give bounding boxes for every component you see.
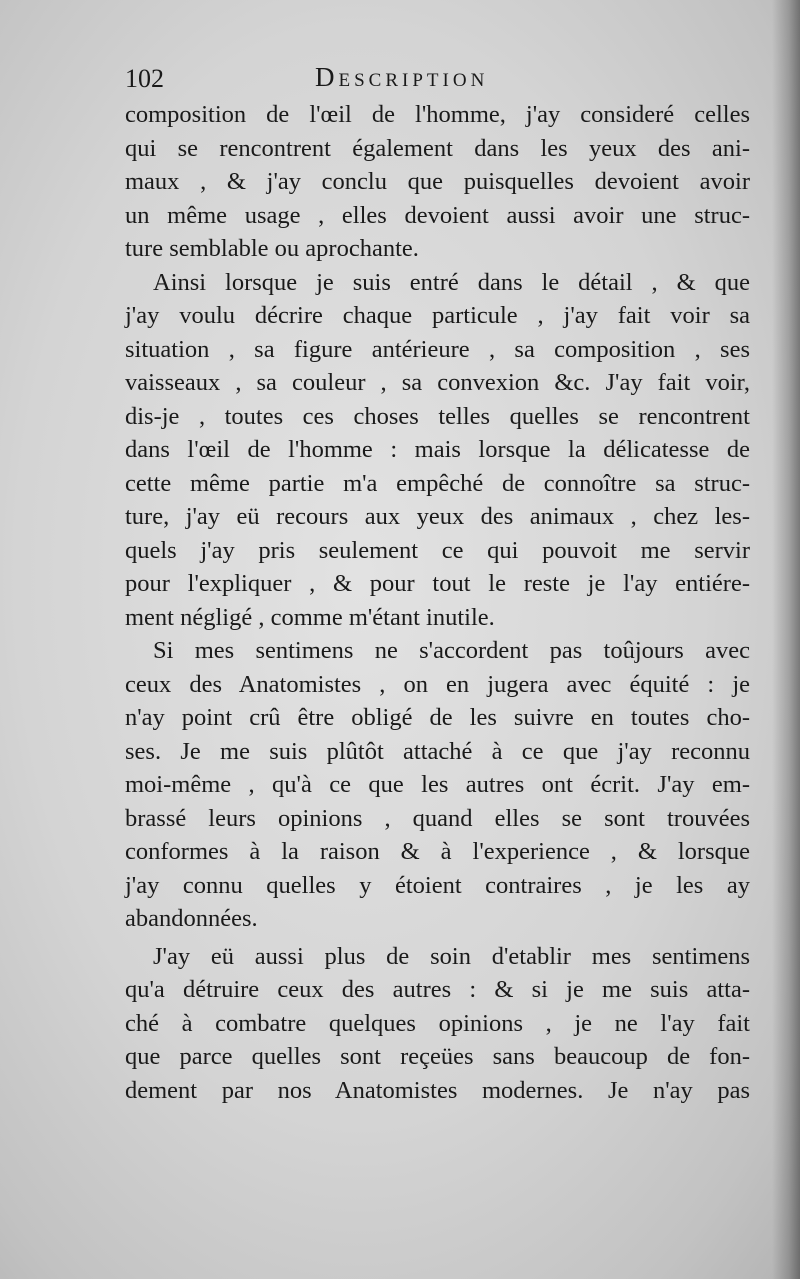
text-line: ché à combatre quelques opinions , je ne l'ay fait (125, 1009, 750, 1037)
text-line: ses. Je me suis plûtôt attaché à ce que j'ay reconnu (125, 737, 750, 765)
text-line: pour l'expliquer , & pour tout le reste je l'ay entiére- (125, 570, 750, 597)
text-line: que parce quelles sont reçeües sans beaucoup de fon- (125, 1043, 750, 1070)
text-line: dans l'œil de l'homme : mais lorsque la délicatesse de (125, 436, 750, 463)
body-text (125, 98, 750, 1107)
text-line: j'ay voulu décrire chaque particule , j'ay fait voir sa (125, 302, 750, 329)
text-line: Si mes sentimens ne s'accordent pas toûjours avec (153, 637, 750, 664)
page-header (125, 58, 750, 98)
paragraph (125, 98, 750, 266)
text-line: conformes à la raison & à l'experience , & lorsque (125, 838, 750, 865)
text-line: composition de l'œil de l'homme, j'ay consideré celles (125, 101, 750, 128)
text-line: dement par nos Anatomistes modernes. Je n'ay pas (125, 1076, 750, 1104)
text-line: ceux des Anatomistes , on en jugera avec équité : je (125, 670, 750, 698)
text-line: cette même partie m'a empêché de connoître sa struc- (125, 469, 750, 497)
text-line: situation , sa figure antérieure , sa composition , ses (125, 335, 750, 363)
text-line: Ainsi lorsque je suis entré dans le détail , & que (153, 268, 750, 296)
paragraph (125, 266, 750, 635)
paragraph (125, 634, 750, 936)
text-line: qu'a détruire ceux des autres : & si je me suis atta- (125, 976, 750, 1003)
page-number: 102 (125, 64, 164, 93)
text-line: ture semblable ou aprochante. (125, 235, 419, 262)
text-line: un même usage , elles devoient aussi avoir une struc- (125, 201, 750, 229)
text-line: qui se rencontrent également dans les yeux des ani- (125, 134, 750, 162)
text-line: J'ay eü aussi plus de soin d'etablir mes sentimens (153, 942, 750, 970)
text-line: abandonnées. (125, 905, 258, 932)
text-line: brassé leurs opinions , quand elles se sont trouvées (125, 804, 750, 832)
paragraph (125, 940, 750, 1108)
text-line: maux , & j'ay conclu que puisquelles devoient avoir (125, 168, 750, 195)
text-line: j'ay connu quelles y étoient contraires , je les ay (125, 871, 750, 899)
page-gutter-shadow (772, 0, 800, 1279)
text-line: quels j'ay pris seulement ce qui pouvoit me servir (125, 536, 750, 564)
text-line: n'ay point crû être obligé de les suivre en toutes cho- (125, 704, 750, 731)
text-line: vaisseaux , sa couleur , sa convexion &c. J'ay fait voir, (125, 369, 750, 396)
text-line: ment négligé , comme m'étant inutile. (125, 603, 495, 631)
text-line: moi-même , qu'à ce que les autres ont écrit. J'ay em- (125, 771, 750, 798)
running-head: Description (315, 62, 489, 92)
text-line: ture, j'ay eü recours aux yeux des animaux , chez les- (125, 503, 750, 530)
text-line: dis-je , toutes ces choses telles quelles se rencontrent (125, 402, 750, 430)
